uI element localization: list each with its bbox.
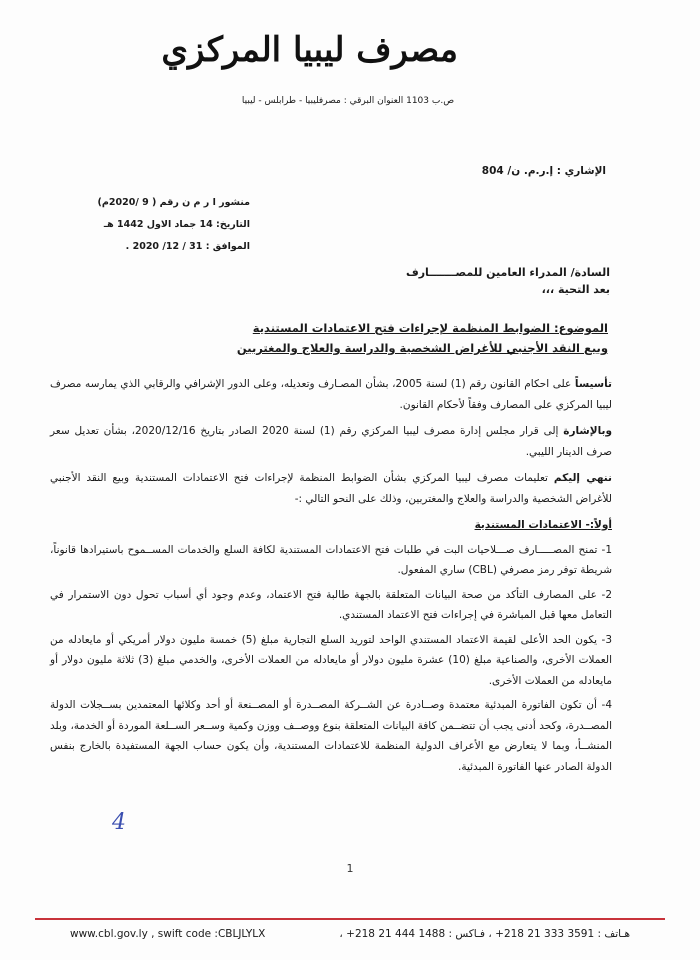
- subject: [237, 318, 608, 358]
- paragraph-1: [50, 374, 612, 415]
- addressee: [406, 264, 610, 298]
- paragraph-text: إلى قرار مجلس إدارة مصرف ليبيا المركزي رقم (1) لسنة 2020 الصادر بتاريخ 2020/12/16، بشأن تعديل سعر صرف الدينار الليبي.: [50, 425, 612, 458]
- paragraph-3: [50, 468, 612, 509]
- paragraph-2: [50, 421, 612, 462]
- bank-address: ص.ب 1103 العنوان البرقي : مصرفليبيا - طرابلس - ليبيا: [241, 96, 455, 106]
- footer-website[interactable]: www.cbl.gov.ly , swift code :CBLJLYLX: [70, 928, 266, 940]
- addressee-line: السادة/ المدراء العامين للمصـــــــارف: [405, 266, 610, 279]
- paragraph-lead: تأسيساً: [574, 378, 612, 390]
- list-item: 3- يكون الحد الأعلى لقيمة الاعتماد المستندي الواحد لتوريد السلع التجارية مبلغ (5) خمسة مليون دولار أمريكي أو مايعادله من العملات الأخرى، والصناعية مبلغ (10) عشرة مليون دولار أو مايعادله من العملات الأخرى، والخدمي مبلغ (3) ثلاثة مليون دولار أو مايعادله من العملات الأخرى.: [50, 633, 612, 687]
- list-item: 1- تمنح المصـــــارف صـــلاحيات البت في طلبات فتح الاعتمادات المستندية لكافة السلع والخدمات المســموح باستيرادها قانوناً، شريطة توفر رمز مصرفي (CBL) ساري المفعول.: [50, 543, 612, 576]
- handwritten-mark: 4: [112, 810, 126, 835]
- footer-contact: هـاتف : 3591 333 21 218+ ، فـاكس : 1488 444 21 218+ ،: [339, 928, 630, 940]
- greeting: بعد التحية ،،،: [541, 283, 610, 296]
- paragraph-lead: وبالإشارة: [563, 425, 612, 437]
- reference-number: الإشاري : إ.ر.م. ن/ 804: [481, 165, 606, 177]
- subject-line-1: الموضوع: الضوابط المنظمة لإجراءات فتح الاعتمادات المستندية: [252, 321, 608, 335]
- bank-logo: [161, 28, 458, 98]
- paragraph-text: تعليمات مصرف ليبيا المركزي بشأن الضوابط المنظمة لإجراءات فتح الاعتمادات المستندية وبيع النقد الأجنبي للأغراض الشخصية والدراسة والعلاج والمغتربين، وذلك على النحو التالي :-: [50, 472, 612, 505]
- page-number: 1: [346, 862, 354, 875]
- paragraph-lead: ننهي إليكم: [553, 472, 612, 484]
- bank-name: مصرف ليبيا المركزي: [161, 30, 458, 70]
- letter-body: [50, 374, 612, 781]
- footer-divider: [35, 918, 665, 920]
- subject-line-2: وبيع النقد الأجنبي للأغراض الشخصية والدراسة والعلاج والمغتربين: [236, 341, 608, 355]
- circular-number: منشور ا ر م ن رقم ( 9 /2020م): [97, 197, 250, 208]
- section-title: أولاً:- الاعتمادات المستندية: [474, 519, 612, 531]
- circular-meta: [98, 192, 250, 258]
- date-hijri: التاريخ: 14 جماد الاول 1442 هـ: [103, 219, 250, 230]
- date-gregorian: الموافق : 31 / 12/ 2020 .: [125, 241, 250, 252]
- list-item: 4- أن تكون الفاتورة المبدئية معتمدة وصــادرة عن الشــركة المصــدرة أو المصــنعة أو أحد وكلائها المعتمدين بســجلات الدولة المصــدرة، وكحد أدنى يجب أن تتضــمن كافة البيانات المتعلقة بنوع ووصــف ووزن وكمية وســعر الســلعة الموردة أو الخدمة، وبلد المنشــأ، وبما لا يتعارض مع الأعراف الدولية المنظمة للاعتمادات المستندية، وأن يكون حساب الجهة المستفيدة بالخارج بنفس الدولة الصادر عنها الفاتورة المبدئية.: [50, 699, 612, 773]
- list-item: 2- على المصارف التأكد من صحة البيانات المتعلقة بالجهة طالبة فتح الاعتماد، وعدم وجود أي أسباب تحول دون الاستمرار في التعامل معها قبل المباشرة في إجراءات فتح الاعتماد المستندي.: [50, 588, 612, 621]
- paragraph-text: على احكام القانون رقم (1) لسنة 2005، بشأن المصـارف وتعديله، وعلى الدور الإشرافي والرقابي الذي يمارسه مصرف ليبيا المركزي على المصارف وفقاً لأحكام القانون.: [50, 378, 612, 411]
